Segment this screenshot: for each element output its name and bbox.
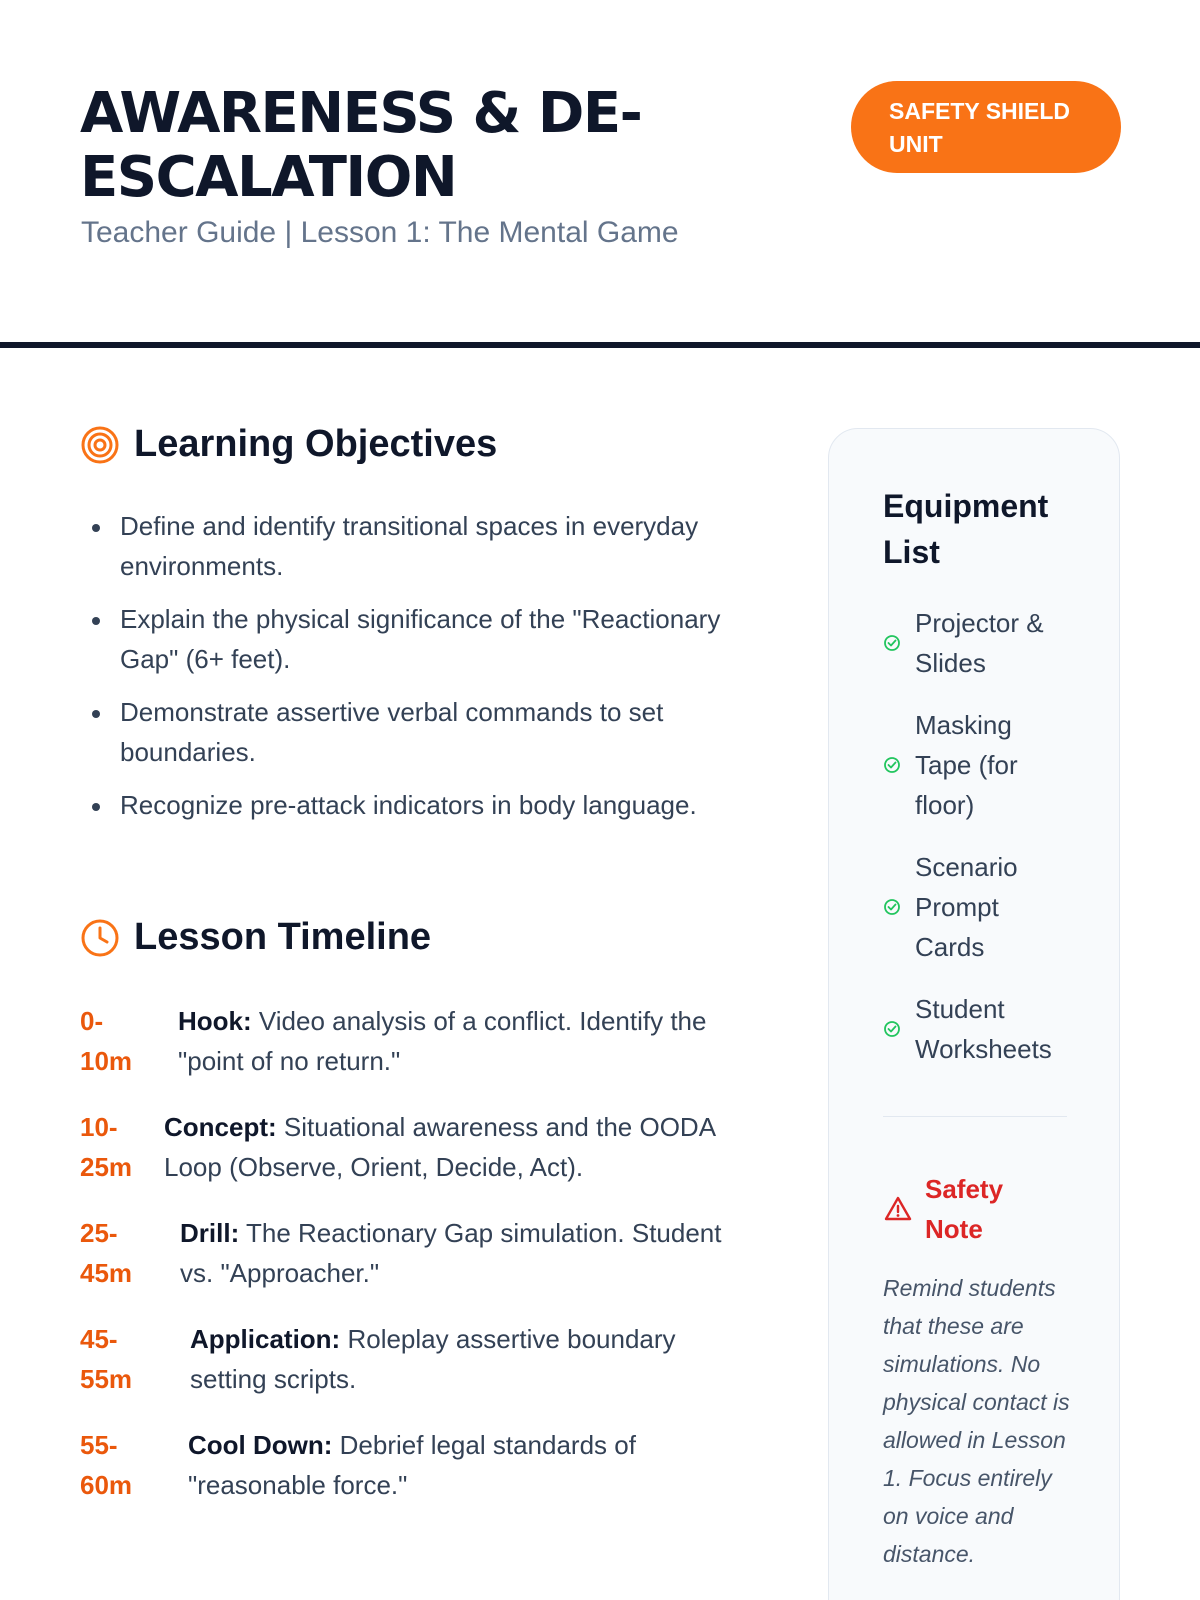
timeline-text [180, 1213, 730, 1293]
timeline-row [80, 1107, 730, 1187]
timeline-time: 0-10m [80, 1006, 133, 1076]
objectives-title: Learning Objectives [134, 423, 498, 465]
timeline-text [178, 1001, 730, 1081]
list-item: Demonstrate assertive verbal commands to set boundaries. [92, 692, 732, 772]
check-circle-icon [883, 756, 901, 774]
timeline-row [80, 1425, 730, 1505]
list-item: Define and identify transitional spaces in everyday environments. [92, 506, 732, 586]
timeline-label: Hook: [178, 1006, 252, 1036]
timeline-text [190, 1319, 730, 1399]
timeline-row [80, 1319, 730, 1399]
list-item: Recognize pre-attack indicators in body language. [92, 785, 732, 825]
timeline-row [80, 1213, 730, 1293]
equipment-label: Masking Tape (for floor) [915, 710, 1018, 820]
safety-note-title: Safety Note [925, 1174, 1004, 1244]
safety-note-text: Remind students that these are simulations. No physical contact is allowed in Lesson 1. Focus entirely on voice and distance. [883, 1275, 1070, 1567]
equipment-item [883, 603, 1083, 683]
timeline-desc: Situational awareness and the OODA Loop (Observe, Orient, Decide, Act). [164, 1112, 715, 1182]
timeline-text [164, 1107, 730, 1187]
list-item: Explain the physical significance of the "Reactionary Gap" (6+ feet). [92, 599, 732, 679]
timeline-label: Concept: [164, 1112, 277, 1142]
timeline-time: 45-55m [80, 1324, 133, 1394]
objectives-heading [80, 423, 497, 466]
clock-icon [80, 918, 120, 958]
equipment-item [883, 989, 1083, 1069]
check-circle-icon [883, 1020, 901, 1038]
warning-triangle-icon [883, 1194, 913, 1224]
timeline-time: 25-45m [80, 1218, 133, 1288]
timeline-time: 55-60m [80, 1430, 133, 1500]
safety-note-heading [883, 1169, 1035, 1249]
equipment-item [883, 847, 1083, 967]
equipment-label: Student Worksheets [915, 994, 1052, 1064]
sidebar-divider [883, 1116, 1067, 1117]
timeline-title: Lesson Timeline [134, 916, 432, 958]
objectives-list [92, 506, 732, 838]
equipment-sidebar [828, 428, 1120, 1600]
timeline-row [80, 1001, 730, 1081]
timeline-time: 10-25m [80, 1112, 133, 1182]
timeline-label: Drill: [180, 1218, 240, 1248]
check-circle-icon [883, 898, 901, 916]
timeline-desc: Roleplay assertive boundary setting scripts. [190, 1324, 676, 1394]
unit-badge: SAFETY SHIELD UNIT [851, 81, 1121, 173]
page-subtitle: Teacher Guide | Lesson 1: The Mental Game [81, 216, 679, 249]
target-icon [80, 425, 120, 465]
timeline-desc: Video analysis of a conflict. Identify the "point of no return." [178, 1006, 707, 1076]
check-circle-icon [883, 634, 901, 652]
equipment-item [883, 705, 1083, 825]
timeline-heading [80, 916, 431, 959]
timeline-label: Cool Down: [188, 1430, 333, 1460]
timeline-text [188, 1425, 730, 1505]
equipment-list [883, 603, 1083, 1091]
timeline-desc: Debrief legal standards of "reasonable force." [188, 1430, 636, 1500]
timeline-label: Application: [190, 1324, 341, 1354]
timeline-desc: The Reactionary Gap simulation. Student vs. "Approacher." [180, 1218, 722, 1288]
page-header [0, 0, 1200, 348]
equipment-label: Scenario Prompt Cards [915, 852, 1018, 962]
timeline-list [80, 1001, 730, 1531]
page-title: AWARENESS & DE-ESCALATION [80, 81, 642, 210]
equipment-title: Equipment List [883, 488, 1049, 570]
equipment-label: Projector & Slides [915, 608, 1044, 678]
